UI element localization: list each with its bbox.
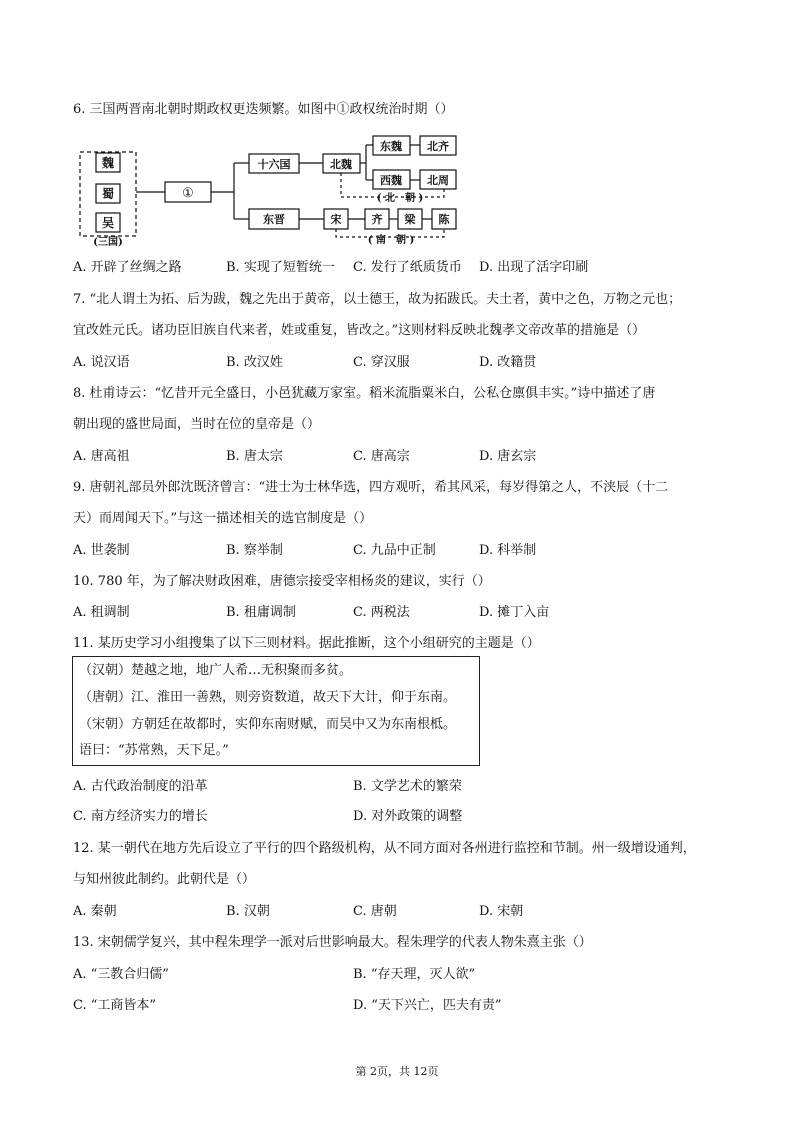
- q6-option-b[interactable]: B. 实现了短暂统一: [226, 260, 335, 275]
- northern-zhou-label: 北周: [427, 174, 449, 187]
- q11-quote-saying: 语曰：“苏常熟，天下足。”: [79, 743, 229, 758]
- q12-option-a[interactable]: A. 秦朝: [73, 904, 117, 919]
- page-number-footer: 第 2页，共 12页: [355, 1065, 439, 1078]
- q11-option-b[interactable]: B. 文学艺术的繁荣: [353, 779, 462, 794]
- q12-stem-line-2: 与知州彼此制约。此朝代是（）: [73, 872, 256, 887]
- q10-option-a[interactable]: A. 租调制: [73, 605, 130, 620]
- q11-option-d[interactable]: D. 对外政策的调整: [353, 809, 463, 824]
- q11-quote-tang: （唐朝）江、淮田一善熟，则旁资数道，故天下大计，仰于东南。: [79, 690, 457, 705]
- q7-stem-line-1: 7. “北人谓土为拓、后为跋，魏之先出于黄帝，以土德王，故为拓跋氏。夫土者，黄中之色，万物之元也；: [73, 292, 682, 307]
- q9-stem-line-2: 天）而周闻天下。”与这一描述相关的选官制度是（）: [73, 511, 373, 526]
- q8-option-d[interactable]: D. 唐玄宗: [479, 449, 537, 464]
- q11-stem: 11. 某历史学习小组搜集了以下三则材料。据此推断，这个小组研究的主题是（）: [73, 636, 540, 651]
- q6-option-d[interactable]: D. 出现了活字印刷: [479, 260, 589, 275]
- q11-material-box: [72, 656, 480, 766]
- sixteen-kingdoms-label: 十六国: [257, 158, 291, 171]
- q13-options-row-1: [73, 966, 733, 984]
- q10-option-c[interactable]: C. 两税法: [353, 605, 410, 620]
- eastern-jin-label: 东晋: [263, 213, 285, 226]
- q8-stem-line-1: 8. 杜甫诗云：“忆昔开元全盛日，小邑犹藏万家室。稻米流脂粟米白，公私仓廪俱丰实。”诗中描述了唐: [73, 386, 656, 401]
- chen-label: 陈: [438, 213, 450, 226]
- q6-stem: 6. 三国两晋南北朝时期政权更迭频繁。如图中①政权统治时期（）: [73, 102, 454, 117]
- q10-option-d[interactable]: D. 摊丁入亩: [479, 605, 550, 620]
- q9-option-c[interactable]: C. 九品中正制: [353, 543, 436, 558]
- q11-quote-song: （宋朝）方朝廷在故都时，实仰东南财赋，而吴中又为东南根柢。: [79, 717, 457, 732]
- q6-option-c[interactable]: C. 发行了纸质货币: [353, 260, 462, 275]
- q8-option-a[interactable]: A. 唐高祖: [73, 449, 130, 464]
- q13-stem: 13. 宋朝儒学复兴，其中程朱理学一派对后世影响最大。程朱理学的代表人物朱熹主张（）: [73, 935, 592, 950]
- q11-quote-han: （汉朝）楚越之地，地广人希…无积聚而多贫。: [79, 663, 353, 678]
- q12-option-b[interactable]: B. 汉朝: [226, 904, 270, 919]
- western-wei-label: 西魏: [380, 174, 402, 187]
- southern-dynasties-label: ( 南 朝 ): [367, 235, 415, 246]
- q9-option-b[interactable]: B. 察举制: [226, 543, 283, 558]
- q10-stem: 10. 780 年，为了解决财政困难，唐德宗接受宰相杨炎的建议，实行（）: [73, 574, 491, 589]
- qi-label: 齐: [371, 213, 383, 226]
- wei-label: 魏: [101, 156, 115, 170]
- northern-wei-label: 北魏: [330, 158, 352, 171]
- q9-option-a[interactable]: A. 世袭制: [73, 543, 130, 558]
- q6-option-a[interactable]: A. 开辟了丝绸之路: [73, 260, 182, 275]
- q11-options-row-1: [73, 778, 733, 796]
- q9-option-d[interactable]: D. 科举制: [479, 543, 537, 558]
- q12-option-c[interactable]: C. 唐朝: [353, 904, 397, 919]
- q11-option-c[interactable]: C. 南方经济实力的增长: [73, 809, 208, 824]
- three-kingdoms-label: (三国): [93, 237, 123, 248]
- q13-option-a[interactable]: A. “三教合归儒”: [73, 967, 169, 982]
- q6-options: [73, 259, 733, 277]
- q7-option-a[interactable]: A. 说汉语: [73, 355, 130, 370]
- q11-option-a[interactable]: A. 古代政治制度的沿革: [73, 779, 208, 794]
- q8-options: [73, 448, 733, 466]
- liang-label: 梁: [404, 213, 416, 226]
- q13-options-row-2: [73, 997, 733, 1015]
- q10-option-b[interactable]: B. 租庸调制: [226, 605, 296, 620]
- q7-option-d[interactable]: D. 改籍贯: [479, 355, 537, 370]
- northern-qi-label: 北齐: [427, 140, 449, 153]
- q9-stem-line-1: 9. 唐朝礼部员外郎沈既济曾言：“进士为士林华选，四方观听，希其风采，每岁得第之人，不浃辰（十二: [73, 480, 669, 495]
- regime-1-label: ①: [182, 186, 194, 201]
- q12-option-d[interactable]: D. 宋朝: [479, 904, 524, 919]
- q13-option-d[interactable]: D. “天下兴亡，匹夫有责”: [353, 998, 502, 1013]
- q10-options: [73, 604, 733, 622]
- q11-options-row-2: [73, 808, 733, 826]
- q8-option-c[interactable]: C. 唐高宗: [353, 449, 410, 464]
- q8-option-b[interactable]: B. 唐太宗: [226, 449, 283, 464]
- q7-options: [73, 354, 733, 372]
- wu-label: 吴: [101, 216, 115, 230]
- q7-stem-line-2: 宜改姓元氏。诸功臣旧族自代来者，姓或重复，皆改之。”这则材料反映北魏孝文帝改革的措施是（）: [73, 323, 646, 338]
- q9-options: [73, 542, 733, 560]
- song-label: 宋: [330, 213, 342, 226]
- q12-stem-line-1: 12. 某一朝代在地方先后设立了平行的四个路级机构，从不同方面对各州进行监控和节制。州一级增设通判，: [73, 841, 696, 856]
- northern-dynasties-label: ( 北 朝 ): [376, 193, 424, 204]
- q8-stem-line-2: 朝出现的盛世局面，当时在位的皇帝是（）: [73, 417, 321, 432]
- eastern-wei-label: 东魏: [380, 140, 402, 153]
- q12-options: [73, 903, 733, 921]
- q7-option-c[interactable]: C. 穿汉服: [353, 355, 410, 370]
- q13-option-b[interactable]: B. “存天理，灭人欲”: [353, 967, 476, 982]
- q7-option-b[interactable]: B. 改汉姓: [226, 355, 283, 370]
- shu-label: 蜀: [101, 187, 115, 201]
- q13-option-c[interactable]: C. “工商皆本”: [73, 998, 157, 1013]
